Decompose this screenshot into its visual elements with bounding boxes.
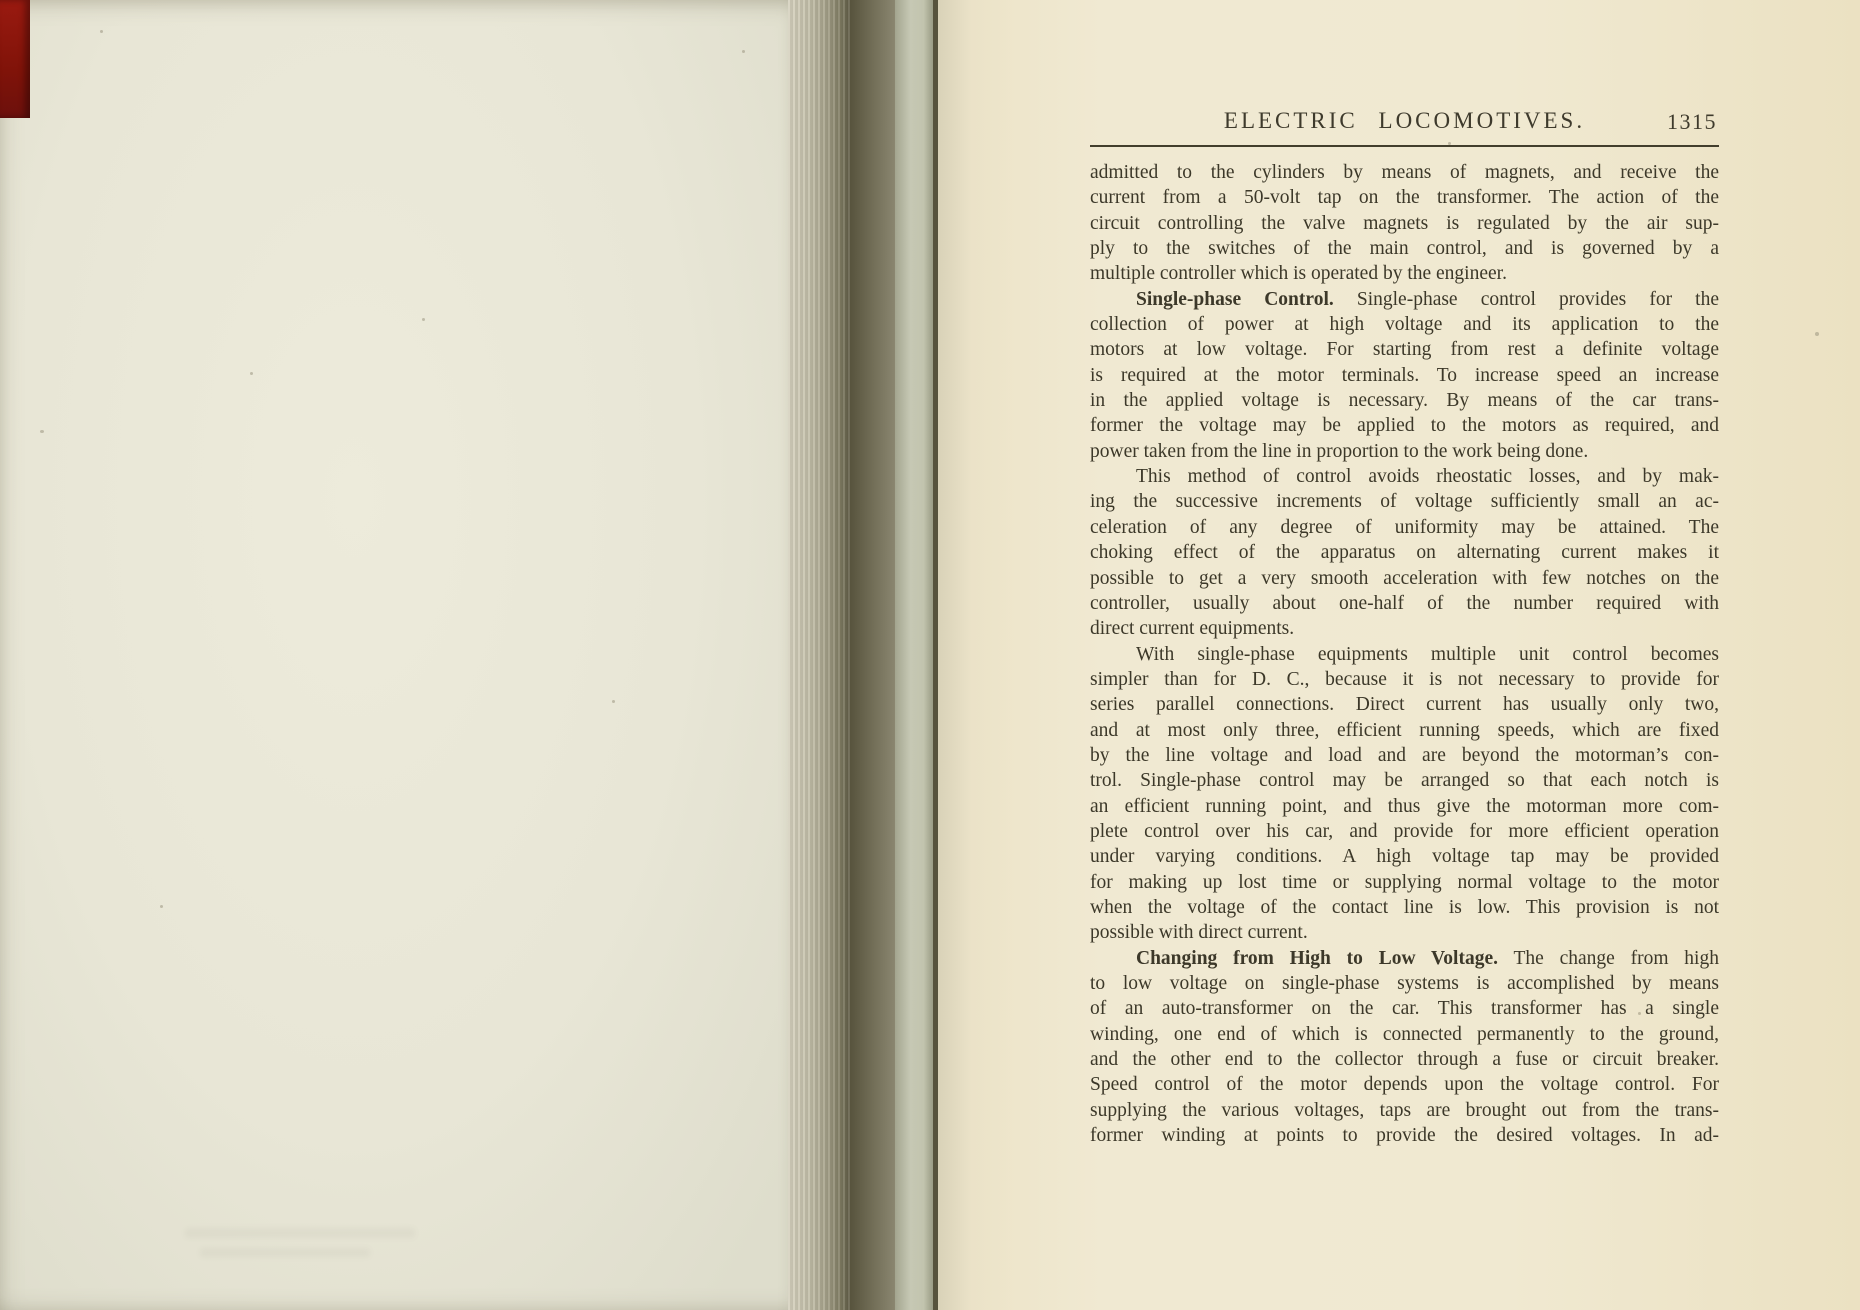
text-segment: current from a 50-volt tap on the transformer. The action of the [1090, 187, 1719, 209]
text-line [1090, 185, 1719, 210]
text-line [1090, 971, 1719, 996]
text-segment: circuit controlling the valve magnets is regulated by the air sup- [1090, 212, 1719, 234]
text-segment: This method of control avoids rheostatic losses, and by mak- [1136, 466, 1719, 488]
ink-bleed-ghost [185, 1228, 415, 1238]
text-segment: multiple controller which is operated by the engineer. [1090, 263, 1507, 285]
text-segment: in the applied voltage is necessary. By means of the car trans- [1090, 390, 1719, 412]
paragraph [1090, 464, 1719, 641]
text-segment: former the voltage may be applied to the motors as required, and [1090, 415, 1719, 437]
text-segment: trol. Single-phase control may be arranged so that each notch is [1090, 770, 1719, 792]
text-line [1090, 312, 1719, 337]
text-line [1090, 768, 1719, 793]
text-segment: choking effect of the apparatus on alternating current makes it [1090, 542, 1719, 564]
text-line [1090, 388, 1719, 413]
run-in-heading: Changing from High to Low Voltage. [1136, 947, 1498, 969]
text-line [1090, 211, 1719, 236]
text-line [1090, 464, 1719, 489]
text-line [1090, 667, 1719, 692]
scan-speckle [250, 372, 253, 375]
text-line [1090, 1047, 1719, 1072]
paragraph [1090, 946, 1719, 1149]
text-segment: and the other end to the collector through a fuse or circuit breaker. [1090, 1049, 1719, 1071]
scan-speckle [160, 905, 163, 908]
text-line [1090, 566, 1719, 591]
text-line [1090, 946, 1719, 971]
text-segment: admitted to the cylinders by means of magnets, and receive the [1090, 162, 1719, 183]
text-line [1090, 844, 1719, 869]
text-line [1090, 819, 1719, 844]
text-line [1090, 287, 1719, 312]
text-segment: plete control over his car, and provide for more efficient operation [1090, 820, 1719, 842]
text-segment: With single-phase equipments multiple unit control becomes [1136, 643, 1719, 665]
text-line [1090, 692, 1719, 717]
run-in-heading: Single-phase Control. [1136, 288, 1334, 310]
text-segment: of an auto-transformer on the car. This transformer has a single [1090, 998, 1719, 1020]
scan-speckle [40, 430, 44, 433]
text-line [1090, 160, 1719, 185]
text-segment: Speed control of the motor depends upon the voltage control. For [1090, 1074, 1719, 1096]
text-segment: an efficient running point, and thus give the motorman more com- [1090, 795, 1719, 817]
header-rule [1090, 145, 1719, 147]
text-segment: direct current equipments. [1090, 618, 1295, 640]
text-line [1090, 743, 1719, 768]
text-segment: is required at the motor terminals. To increase speed an increase [1090, 364, 1719, 386]
text-line [1090, 591, 1719, 616]
text-segment: winding, one end of which is connected permanently to the ground, [1090, 1023, 1719, 1045]
text-segment: The change from high [1498, 947, 1719, 969]
paragraph [1090, 287, 1719, 464]
text-segment: simpler than for D. C., because it is not necessary to provide for [1090, 668, 1719, 690]
text-segment: possible to get a very smooth acceleration with few notches on the [1090, 567, 1719, 589]
text-segment: controller, usually about one-half of the number required with [1090, 592, 1719, 614]
text-segment: possible with direct current. [1090, 922, 1308, 944]
text-line [1090, 337, 1719, 362]
text-segment: for making up lost time or supplying normal voltage to the motor [1090, 871, 1719, 893]
text-line [1090, 439, 1719, 464]
page-fore-edges [788, 0, 850, 1310]
text-segment: to low voltage on single-phase systems is accomplished by means [1090, 973, 1719, 994]
body-text [1090, 160, 1719, 1148]
text-segment: ply to the switches of the main control, and is governed by a [1090, 238, 1719, 260]
text-line [1090, 870, 1719, 895]
scan-speckle [742, 50, 745, 53]
text-segment: when the voltage of the contact line is low. This provision is not [1090, 896, 1719, 918]
text-line [1090, 920, 1719, 945]
text-segment: former winding at points to provide the desired voltages. In ad- [1090, 1125, 1719, 1147]
text-line [1090, 642, 1719, 667]
text-line [1090, 996, 1719, 1021]
right-page-crease [938, 0, 1013, 1310]
text-segment: supplying the various voltages, taps are brought out from the trans- [1090, 1099, 1719, 1121]
text-line [1090, 540, 1719, 565]
text-line [1090, 489, 1719, 514]
ink-bleed-ghost [200, 1248, 370, 1257]
text-line [1090, 616, 1719, 641]
scan-speckle [100, 30, 103, 33]
text-segment: power taken from the line in proportion to the work being done. [1090, 440, 1589, 462]
scan-speckle [422, 318, 425, 321]
text-line [1090, 1098, 1719, 1123]
text-segment: motors at low voltage. For starting from rest a definite voltage [1090, 339, 1719, 361]
scan-speckle [1815, 332, 1819, 336]
page-number: 1315 [1667, 109, 1717, 134]
gutter-inner-band [895, 0, 933, 1310]
text-line [1090, 1022, 1719, 1047]
book-cover-edge [0, 0, 30, 118]
text-line [1090, 413, 1719, 438]
left-page-blank [0, 0, 788, 1310]
text-segment: and at most only three, efficient running speeds, which are fixed [1090, 719, 1719, 741]
text-line [1090, 895, 1719, 920]
text-line [1090, 236, 1719, 261]
running-head [1090, 108, 1719, 140]
text-segment: series parallel connections. Direct current has usually only two, [1090, 694, 1719, 716]
text-segment: by the line voltage and load and are beyond the motorman’s con- [1090, 744, 1719, 766]
gutter-shadow [850, 0, 895, 1310]
text-line [1090, 1123, 1719, 1148]
text-line [1090, 261, 1719, 286]
running-head-title: ELECTRIC LOCOMOTIVES. [1223, 108, 1586, 133]
paragraph [1090, 642, 1719, 946]
paragraph [1090, 160, 1719, 287]
text-line [1090, 718, 1719, 743]
text-segment: Single-phase control provides for the [1333, 288, 1719, 310]
text-segment: under varying conditions. A high voltage tap may be provided [1090, 846, 1719, 868]
text-line [1090, 794, 1719, 819]
scan-speckle [612, 700, 615, 703]
text-line [1090, 515, 1719, 540]
text-segment: celeration of any degree of uniformity may be attained. The [1090, 516, 1719, 538]
text-line [1090, 363, 1719, 388]
text-line [1090, 1072, 1719, 1097]
text-segment: collection of power at high voltage and its application to the [1090, 314, 1719, 336]
text-segment: ing the successive increments of voltage sufficiently small an ac- [1090, 491, 1719, 513]
